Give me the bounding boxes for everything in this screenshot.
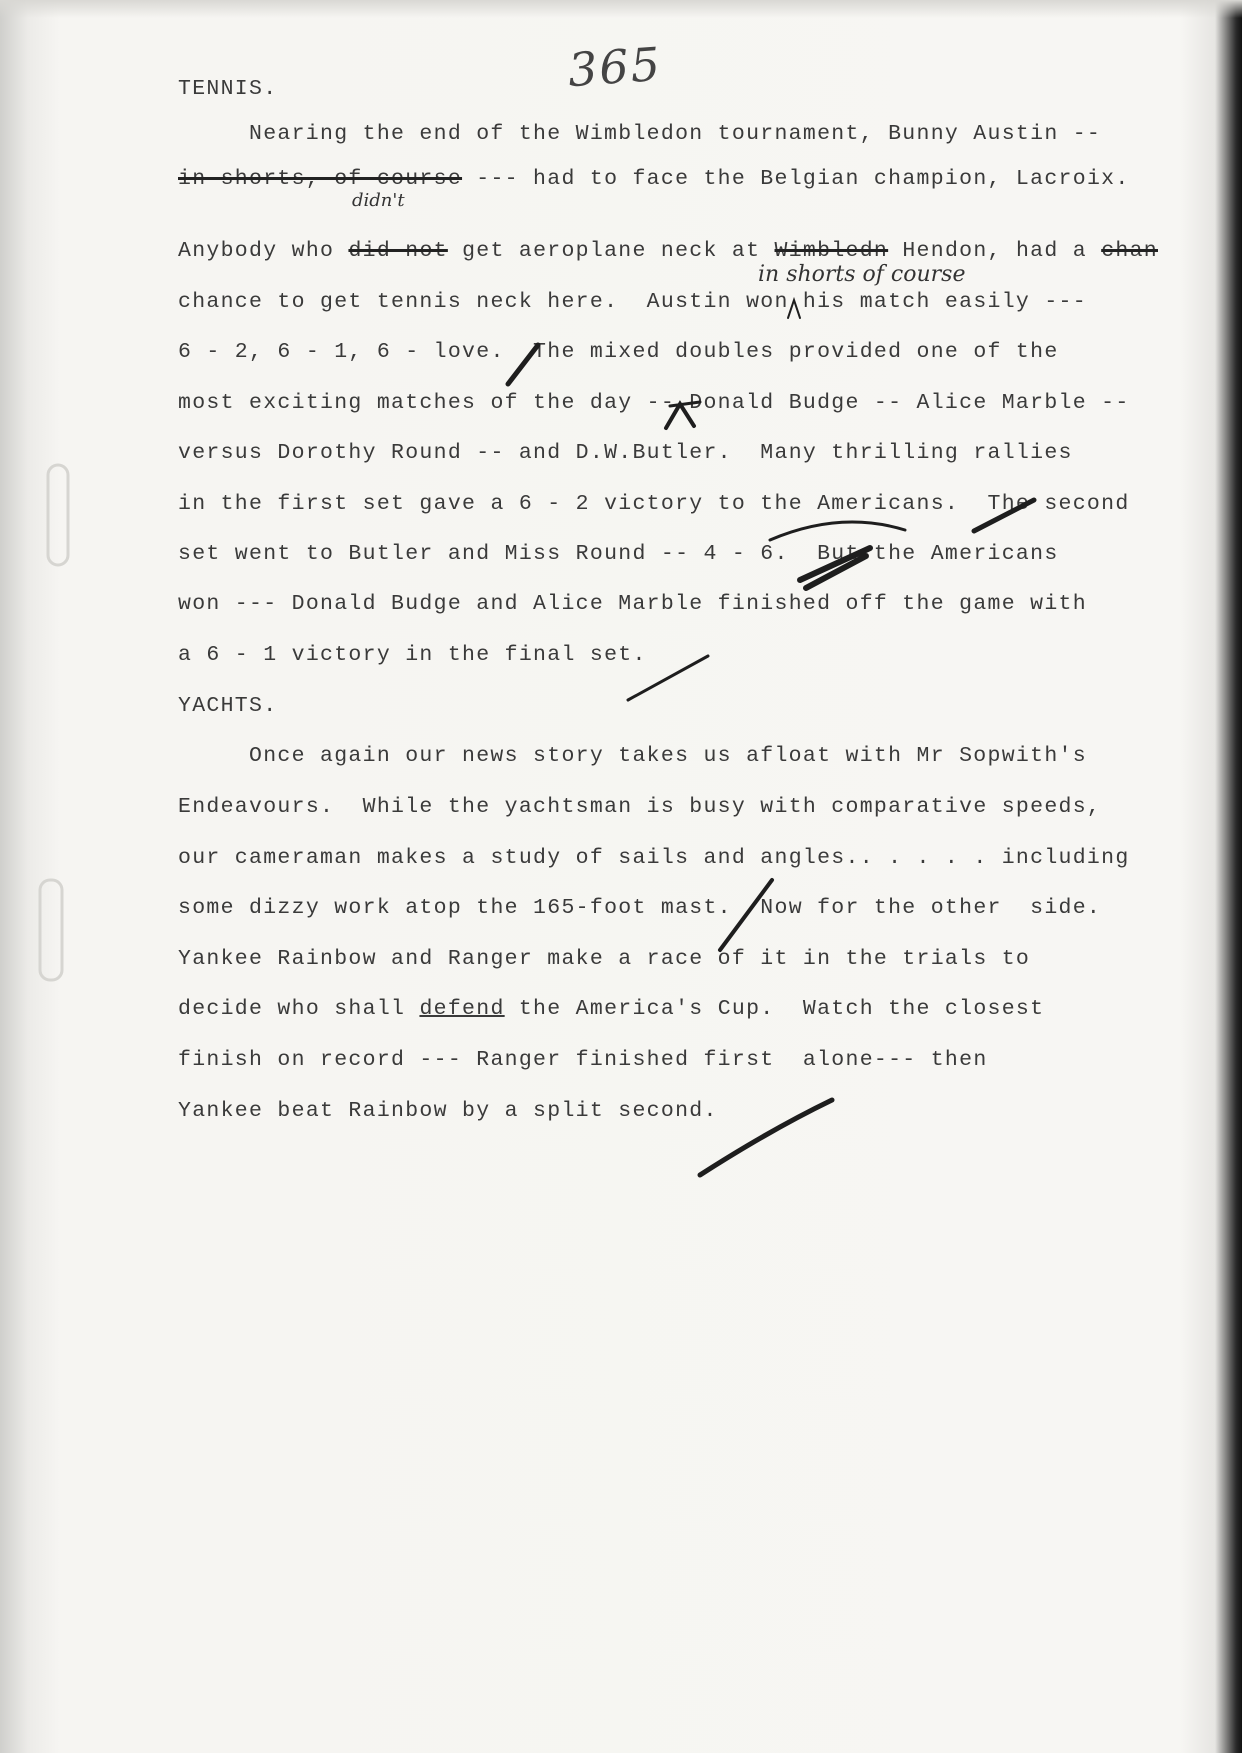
tennis-line-10: won --- Donald Budge and Alice Marble finished off the game with: [178, 592, 1087, 616]
cut-mark: [720, 880, 772, 950]
scribble-mark: [800, 548, 870, 588]
yachts-line-7: finish on record --- Ranger finished first alone--- then: [178, 1048, 988, 1072]
tennis-line-2: in shorts, of course --- had to face the Belgian champion, Lacroix.: [178, 167, 1130, 191]
yachts-line-1: Once again our news story takes us afloat with Mr Sopwith's: [249, 744, 1087, 768]
yachts-line-3: our cameraman makes a study of sails and angles.. . . . . including: [178, 846, 1130, 870]
section-heading-yachts: YACHTS.: [178, 694, 278, 718]
tennis-line-4: chance to get tennis neck here. Austin won his match easily ---: [178, 290, 1087, 314]
cut-mark: [974, 500, 1034, 531]
section-heading-tennis: TENNIS.: [178, 77, 278, 101]
binding-hole: [40, 880, 62, 980]
dash-mark: [670, 402, 700, 406]
tennis-line-5: 6 - 2, 6 - 1, 6 - love. The mixed doubles provided one of the: [178, 340, 1059, 364]
underlined-word: defend: [419, 997, 505, 1021]
yachts-line-5: Yankee Rainbow and Ranger make a race of it in the trials to: [178, 947, 1031, 971]
handwritten-insert-didnt: didn't: [352, 190, 405, 211]
arc-mark: [770, 522, 905, 540]
struck-text: in shorts, of course: [178, 167, 463, 191]
page-number: 365: [566, 36, 664, 98]
yachts-line-4: some dizzy work atop the 165-foot mast. Now for the other side.: [178, 896, 1102, 920]
tennis-line-1: Nearing the end of the Wimbledon tournament, Bunny Austin --: [249, 122, 1102, 146]
tennis-line-3: Anybody who did not get aeroplane neck at Wimbledn Hendon, had a chan: [178, 239, 1158, 263]
tennis-line-11: a 6 - 1 victory in the final set.: [178, 643, 647, 667]
cut-mark: [508, 345, 538, 384]
yachts-line-6: decide who shall defend the America's Cup. Watch the closest: [178, 997, 1045, 1021]
tennis-line-7: versus Dorothy Round -- and D.W.Butler. Many thrilling rallies: [178, 441, 1073, 465]
caret-mark: [666, 404, 694, 428]
yachts-line-2: Endeavours. While the yachtsman is busy with comparative speeds,: [178, 795, 1102, 819]
binding-hole: [48, 465, 68, 565]
cut-mark: [628, 656, 708, 700]
handwritten-insert-in-shorts: in shorts of course: [758, 262, 966, 287]
cut-mark: [700, 1100, 832, 1175]
tennis-line-8: in the first set gave a 6 - 2 victory to the Americans. The second: [178, 492, 1130, 516]
tennis-line-9: set went to Butler and Miss Round -- 4 - 6. But the Americans: [178, 542, 1059, 566]
yachts-line-8: Yankee beat Rainbow by a split second.: [178, 1099, 718, 1123]
tennis-line-6: most exciting matches of the day -- Donald Budge -- Alice Marble --: [178, 391, 1130, 415]
caret-mark: [788, 300, 800, 318]
